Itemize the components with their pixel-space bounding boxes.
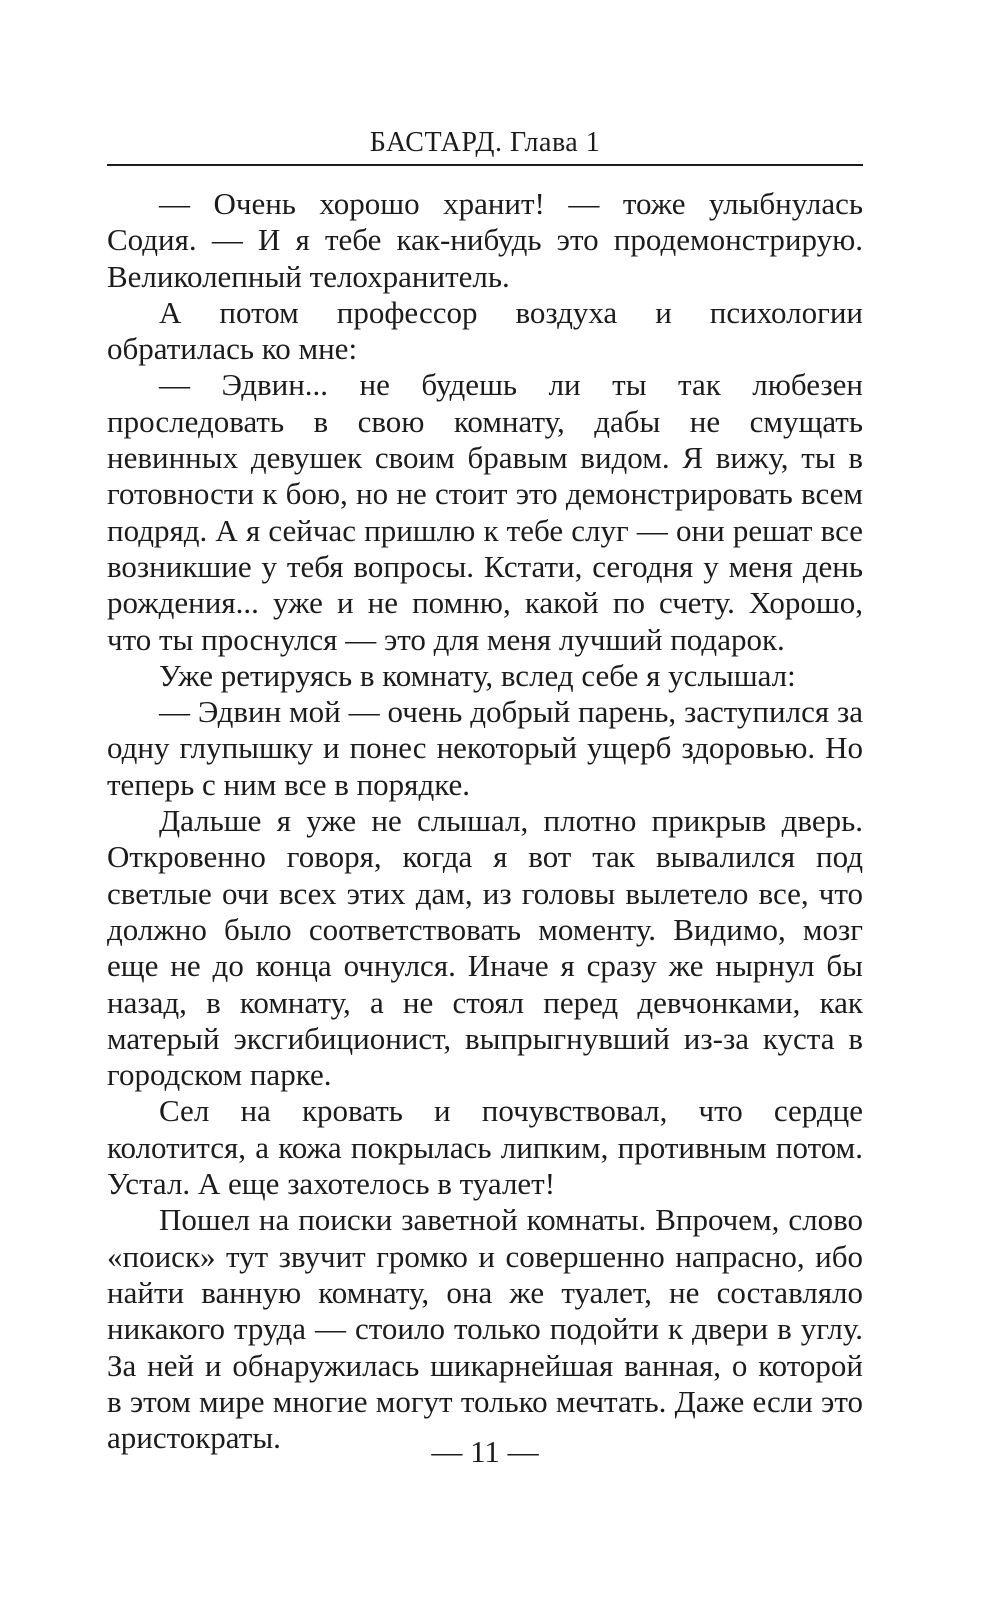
paragraph: Пошел на поиски заветной комнаты. Впрочем, слово «поиск» тут звучит громко и совершенно напрасно, ибо найти ванную комнату, она же туалет, не составляло никакого труда — стоило только подойти к двери в углу. За ней и обнаружилась шикарнейшая ванная, о которой в этом мире многие могут только мечтать. Даже если это аристократы. bbox=[107, 1202, 863, 1456]
running-head-title: БАСТАРД. Глава 1 bbox=[369, 127, 601, 158]
page-number: — 11 — bbox=[431, 1434, 539, 1469]
paragraph: — Эдвин мой — очень добрый парень, заступился за одну глупышку и понес некоторый ущерб здоровью. Но теперь с ним все в порядке. bbox=[107, 694, 863, 802]
paragraph: А потом профессор воздуха и психологии обратилась ко мне: bbox=[107, 294, 863, 367]
paragraph: Сел на кровать и почувствовал, что сердце колотится, а кожа покрылась липким, противным потом. Устал. А еще захотелось в туалет! bbox=[107, 1093, 863, 1202]
paragraph: Уже ретируясь в комнату, вслед себе я услышал: bbox=[159, 657, 796, 693]
header-divider bbox=[107, 164, 863, 166]
paragraph: — Очень хорошо хранит! — тоже улыбнулась Содия. — И я тебе как-нибудь это продемонстрирую. Великолепный телохранитель. bbox=[107, 186, 863, 294]
paragraph: — Эдвин... не будешь ли ты так любезен проследовать в свою комнату, дабы не смущать невинных девушек своим бравым видом. Я вижу, ты в готовности к бою, но не стоит это демонстрировать всем подряд. А я сейчас пришлю к тебе слуг — они решат все возникшие у тебя вопросы. Кстати, сегодня у меня день рождения... уже и не помню, какой по счету. Хорошо, что ты проснулся — это для меня лучший подарок. bbox=[107, 367, 863, 657]
chapter-text bbox=[107, 186, 863, 1456]
paragraph: Дальше я уже не слышал, плотно прикрыв дверь. Откровенно говоря, когда я вот так вывалился под светлые очи всех этих дам, из головы вылетело все, что должно было соответствовать моменту. Видимо, мозг еще не до конца очнулся. Иначе я сразу же нырнул бы назад, в комнату, а не стоял перед девчонками, как матерый эксгибиционист, выпрыгнувший из-за куста в городском парке. bbox=[107, 803, 863, 1093]
